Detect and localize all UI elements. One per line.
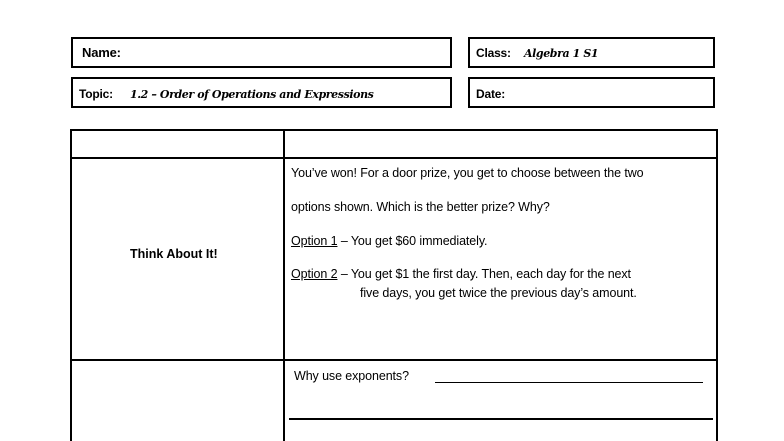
topic-label: Topic: [79,87,113,101]
topic-value: 1.2 – Order of Operations and Expressions [130,88,374,101]
option-1-label: Option 1 [291,234,338,248]
name-box[interactable] [71,37,452,68]
table-border-left [70,129,72,441]
option-2 [291,267,631,281]
prompt-line-2: options shown. Which is the better prize? Why? [291,200,550,214]
table-row-divider [70,359,718,361]
exponents-question: Why use exponents? [294,369,409,383]
class-label: Class: [476,46,511,60]
option-1-text: – You get $60 immediately. [337,234,488,248]
topic-box[interactable] [71,77,452,108]
class-value: Algebra 1 S1 [524,47,599,60]
name-label: Name: [82,45,121,60]
option-2-label: Option 2 [291,267,338,281]
answer-line-short[interactable] [435,382,703,383]
table-border-top [70,129,718,131]
date-box[interactable] [468,77,715,108]
option-1 [291,234,487,248]
answer-line-full[interactable] [289,418,713,420]
prompt-line-1: You’ve won! For a door prize, you get to choose between the two [291,166,644,180]
class-box[interactable] [468,37,715,68]
date-label: Date: [476,87,506,101]
table-border-right [716,129,718,441]
option-2-text: – You get $1 the first day. Then, each day for the next [337,267,631,281]
table-column-divider [283,129,285,441]
option-2-text-continued: five days, you get twice the previous day’s amount. [360,286,637,300]
think-about-it-label: Think About It! [130,247,218,261]
table-row-divider [70,157,718,159]
